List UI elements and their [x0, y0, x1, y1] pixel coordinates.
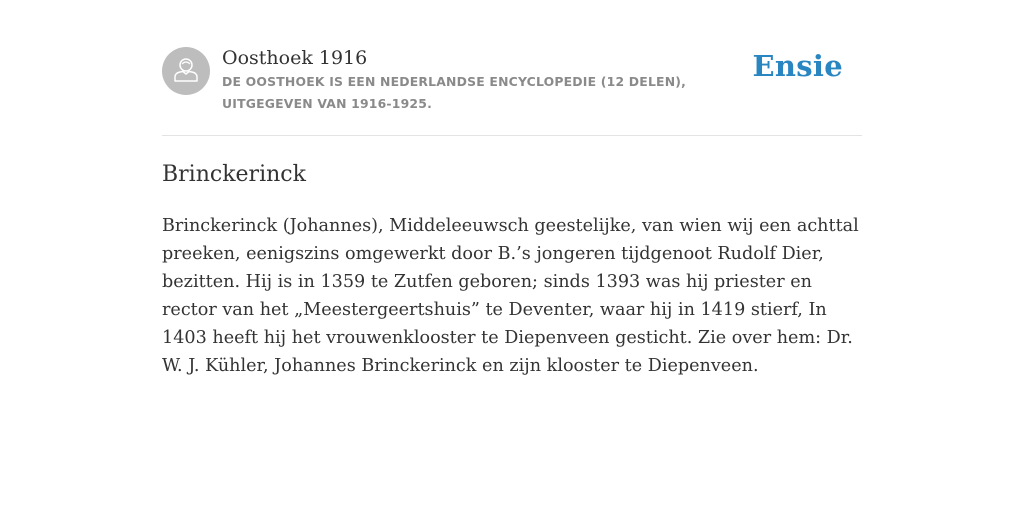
source-info: [222, 46, 762, 115]
entry-title: Brinckerinck: [162, 162, 306, 187]
avatar[interactable]: [162, 47, 210, 95]
entry-text: Brinckerinck (Johannes), Middeleeuwsch geestelijke, van wien wij een achttal preeken, eenigszins omgewerkt door B.’s jongeren tijdgenoot Rudolf Dier, bezitten. Hij is in 1359 te Zutfen geboren; sinds 1393 was hij priester en rector van het „Meestergeertshuis” te Deventer, waar hij in 1419 stierf, In 1403 heeft hij het vrouwenklooster te Diepenveen gesticht. Zie over hem: Dr. W. J. Kühler, Johannes Brinckerinck en zijn klooster te Diepenveen.: [162, 216, 859, 376]
user-icon: [171, 54, 201, 89]
source-title[interactable]: Oosthoek 1916: [222, 47, 368, 69]
source-header: [162, 46, 862, 136]
source-description: DE OOSTHOEK IS EEN NEDERLANDSE ENCYCLOPEDIE (12 DELEN), UITGEGEVEN VAN 1916-1925.: [222, 74, 687, 111]
page: [162, 0, 862, 380]
ensie-logo-link[interactable]: Ensie: [752, 49, 843, 83]
